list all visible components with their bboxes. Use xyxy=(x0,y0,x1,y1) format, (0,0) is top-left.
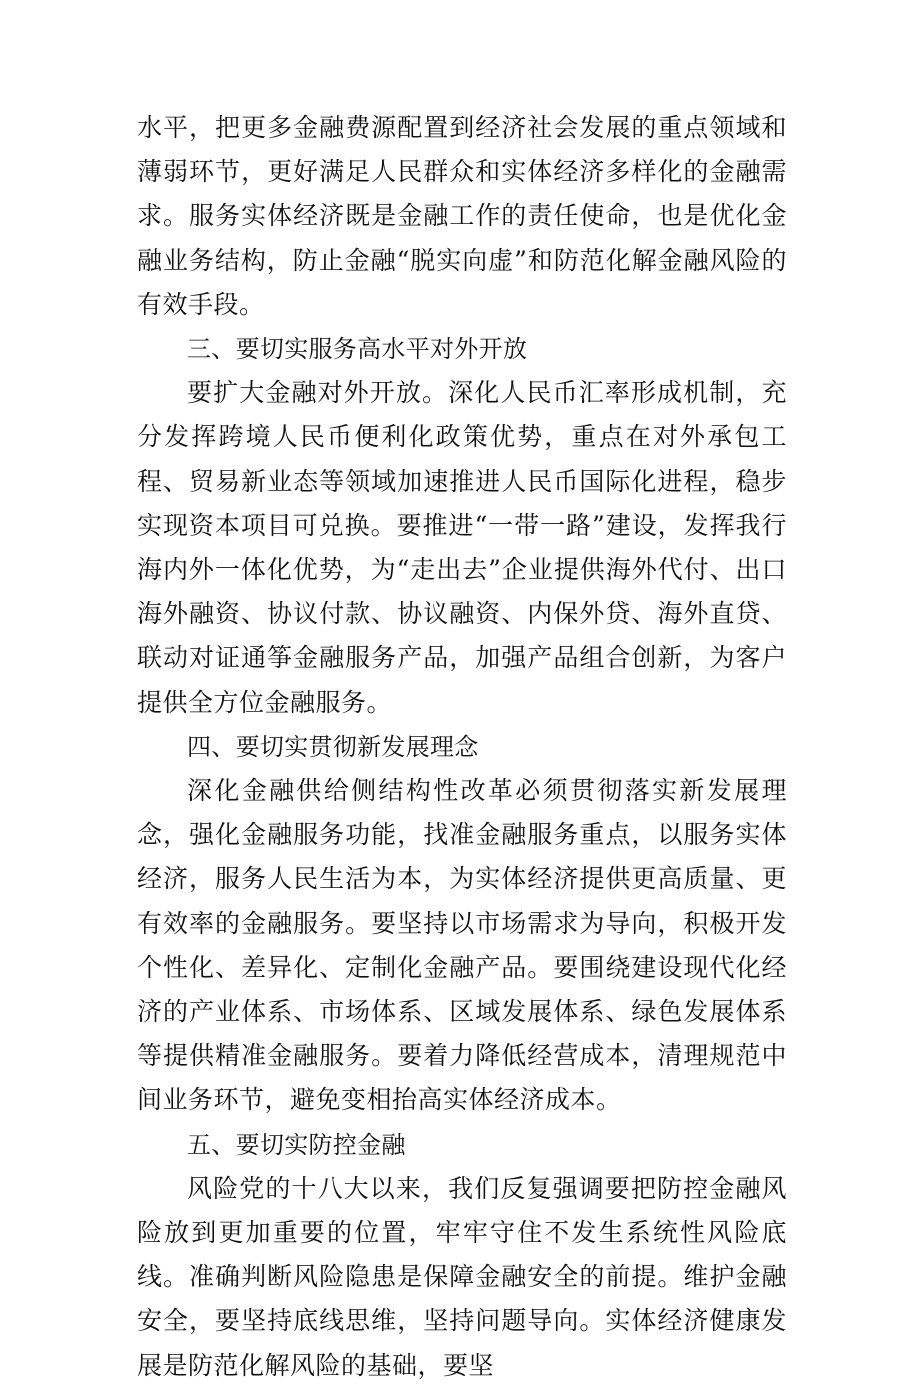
paragraph-financial-resources: 水平，把更多金融费源配置到经济社会发展的重点领域和薄弱环节，更好满足人民群众和实体经济多样化的金融需求。服务实体经济既是金融工作的责任使命，也是优化金融业务结构，防止金融“脱实向虚”和防范化解金融风险的有效手段。 xyxy=(137,113,787,319)
paragraph-new-development: 深化金融供给侧结构性改革必须贯彻落实新发展理念，强化金融服务功能，找准金融服务重点，以服务实体经济，服务人民生活为本，为实体经济提供更高质量、更有效率的金融服务。要坚持以市场需求为导向，积极开发个性化、差异化、定制化金融产品。要围绕建设现代化经济的产业体系、市场体系、区域发展体系、绿色发展体系等提供精准金融服务。要着力降低经营成本，清理规范中间业务环节，避免变相抬高实体经济成本。 xyxy=(137,776,787,1115)
document-body xyxy=(137,106,787,1388)
section-heading-opening-up: 三、要切实服务高水平对外开放 xyxy=(187,335,528,364)
paragraph-risk-control: 风险党的十八大以来，我们反复强调要把防控金融风险放到更加重要的位置，牢牢守住不发生系统性风险底线。准确判断风险隐患是保障金融安全的前提。维护金融安全，要坚持底线思维，坚持问题导向。实体经济健康发展是防范化解风险的基础，要坚 xyxy=(137,1173,787,1380)
paragraph-opening-up: 要扩大金融对外开放。深化人民币汇率形成机制，充分发挥跨境人民币便利化政策优势，重点在对外承包工程、贸易新业态等领域加速推进人民币国际化进程，稳步实现资本项目可兑换。要推进“一带一路”建设，发挥我行海内外一体化优势，为“走出去”企业提供海外代付、出口海外融资、协议付款、协议融资、内保外贷、海外直贷、联动对证通筝金融服务产品，加强产品组合创新，为客户提供全方位金融服务。 xyxy=(137,378,787,717)
section-heading-risk-control: 五、要切实防控金融 xyxy=(187,1130,406,1159)
section-heading-new-development: 四、要切实贯彻新发展理念 xyxy=(187,732,479,761)
